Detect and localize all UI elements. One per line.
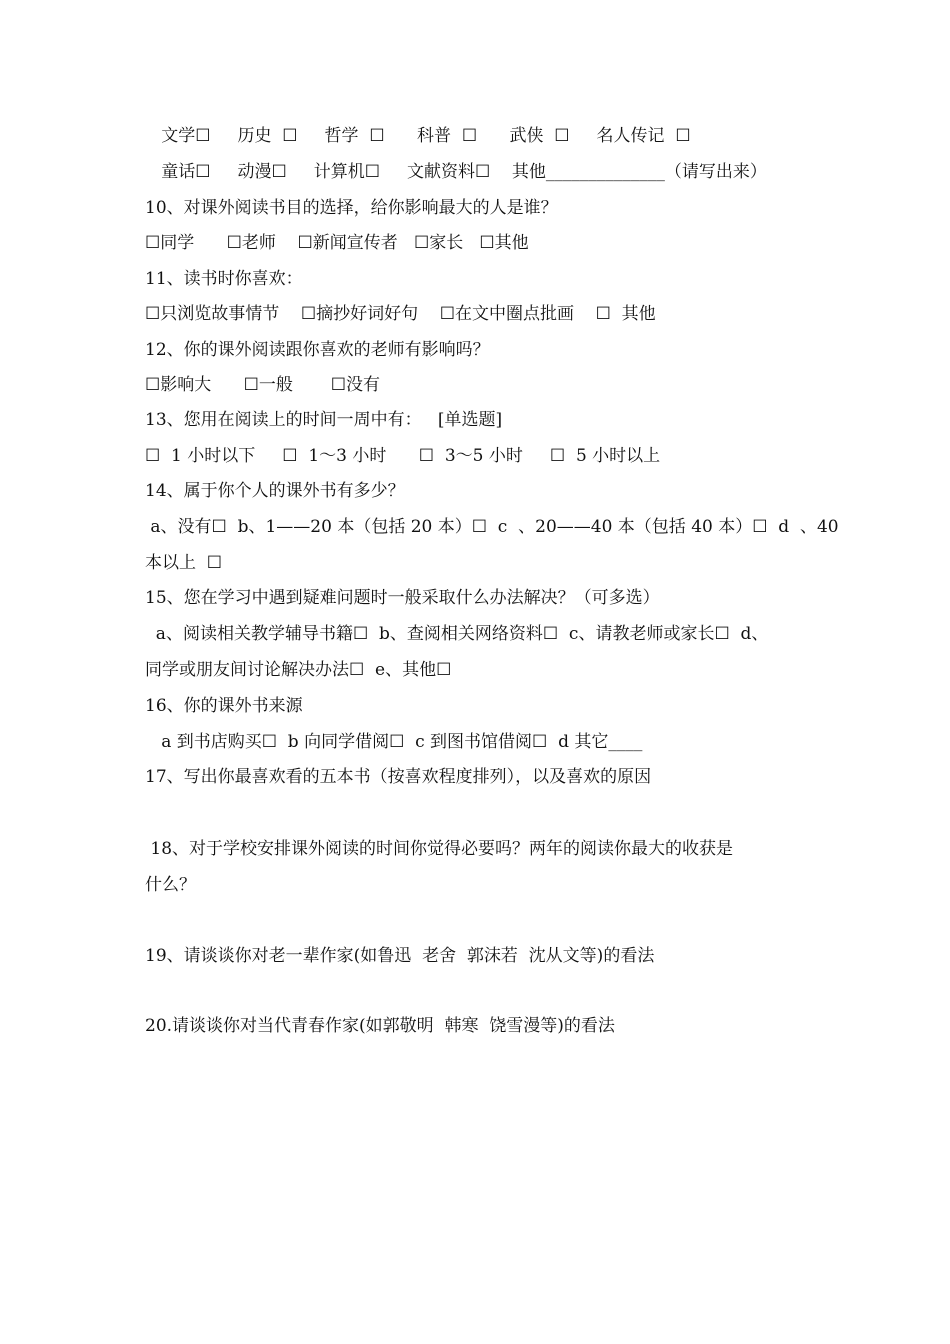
question-12-options: ☐影响大 ☐一般 ☐没有 — [145, 375, 380, 395]
question-13: 13、您用在阅读上的时间一周中有： [单选题] — [145, 410, 503, 430]
question-15: 15、您在学习中遇到疑难问题时一般采取什么办法解决？（可多选） — [145, 588, 660, 608]
question-14-options-line-1: a、没有☐ b、1——20 本（包括 20 本）☐ c 、20——40 本（包括 40 本）☐ d 、40 — [145, 517, 839, 537]
question-16-options: a 到书店购买☐ b 向同学借阅☐ c 到图书馆借阅☐ d 其它____ — [145, 732, 643, 752]
genre-options-row-2: 童话☐ 动漫☐ 计算机☐ 文献资料☐ 其他______________（请写出来） — [145, 162, 767, 182]
question-17: 17、写出你最喜欢看的五本书（按喜欢程度排列），以及喜欢的原因 — [145, 767, 652, 787]
question-13-options: ☐ 1 小时以下 ☐ 1～3 小时 ☐ 3～5 小时 ☐ 5 小时以上 — [145, 446, 661, 466]
question-18-line-1: 18、对于学校安排课外阅读的时间你觉得必要吗？两年的阅读你最大的收获是 — [145, 839, 734, 859]
question-14: 14、属于你个人的课外书有多少？ — [145, 481, 405, 501]
question-20: 20.请谈谈你对当代青春作家(如郭敬明 韩寒 饶雪漫等)的看法 — [145, 1016, 615, 1036]
question-11-options: ☐只浏览故事情节 ☐摘抄好词好句 ☐在文中圈点批画 ☐ 其他 — [145, 304, 656, 324]
question-15-options-line-1: a、阅读相关教学辅导书籍☐ b、查阅相关网络资料☐ c、请教老师或家长☐ d、 — [145, 624, 769, 644]
question-12: 12、你的课外阅读跟你喜欢的老师有影响吗？ — [145, 340, 490, 360]
question-19: 19、请谈谈你对老一辈作家(如鲁迅 老舍 郭沫若 沈从文等)的看法 — [145, 946, 655, 966]
question-16: 16、你的课外书来源 — [145, 696, 303, 716]
genre-options-row-1: 文学☐ 历史 ☐ 哲学 ☐ 科普 ☐ 武侠 ☐ 名人传记 ☐ — [145, 126, 691, 146]
question-15-options-line-2: 同学或朋友间讨论解决办法☐ e、其他☐ — [145, 660, 452, 680]
question-18-line-2: 什么？ — [145, 875, 196, 895]
question-11: 11、读书时你喜欢： — [145, 269, 303, 289]
question-10: 10、对课外阅读书目的选择，给你影响最大的人是谁？ — [145, 198, 558, 218]
question-10-options: ☐同学 ☐老师 ☐新闻宣传者 ☐家长 ☐其他 — [145, 233, 529, 253]
question-14-options-line-2: 本以上 ☐ — [145, 553, 223, 573]
